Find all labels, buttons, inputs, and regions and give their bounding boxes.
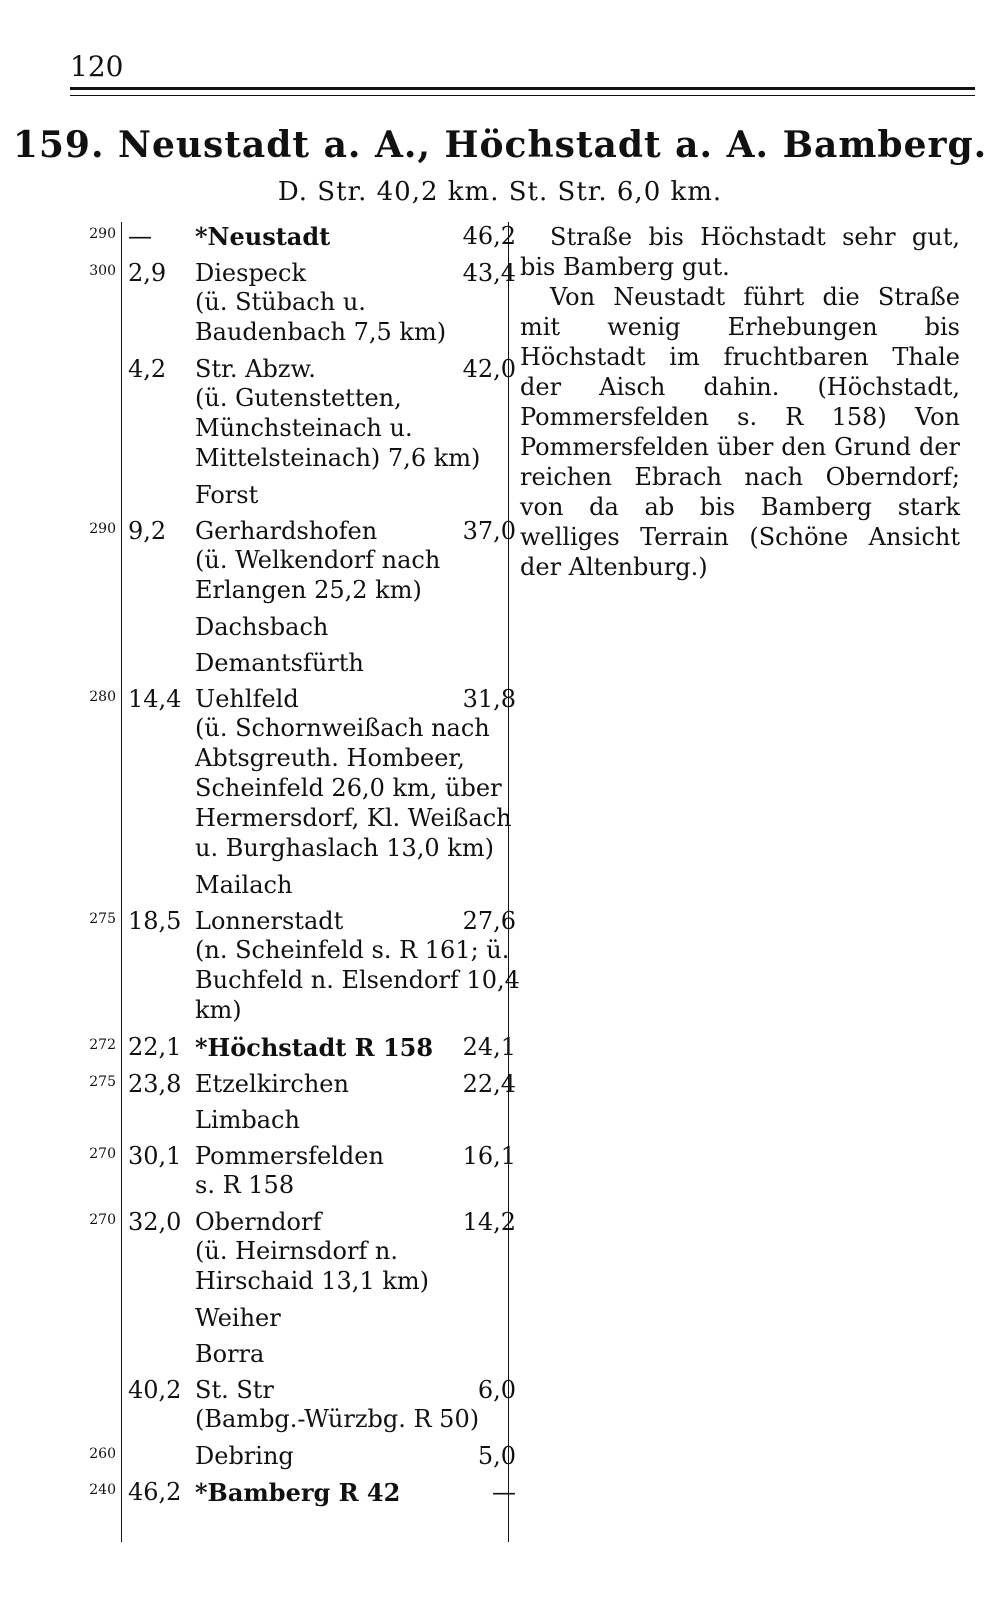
place-name: *Höchstadt R 158	[195, 1033, 434, 1062]
distance-from-start: 18,5	[128, 907, 182, 935]
place-line	[195, 222, 520, 251]
place-name: Diespeck	[195, 259, 306, 287]
elevation-value: 260	[89, 1446, 116, 1462]
route-row	[60, 1106, 520, 1134]
place-name: Limbach	[195, 1106, 300, 1134]
place-line	[195, 481, 520, 509]
place-name: Debring	[195, 1442, 294, 1470]
place-name: Forst	[195, 481, 259, 509]
description-paragraph: Straße bis Höchstadt sehr gut, bis Bamberg gut.	[520, 223, 960, 281]
place-line	[195, 613, 520, 641]
place-line	[195, 355, 520, 383]
distance-from-start: —	[128, 222, 152, 250]
place-line	[195, 871, 520, 899]
route-row	[60, 685, 520, 863]
place-line	[195, 1376, 520, 1404]
place-name: Uehlfeld	[195, 685, 299, 713]
distance-remaining: 37,0	[462, 517, 516, 545]
distance-from-start: 2,9	[128, 259, 167, 287]
elevation-value: 275	[89, 911, 116, 927]
distance-remaining: 22,4	[462, 1070, 516, 1098]
distance-from-start: 46,2	[128, 1478, 182, 1506]
page-title: 159. Neustadt a. A., Höchstadt a. A. Bamberg.	[12, 124, 988, 166]
route-description	[520, 222, 960, 582]
route-table	[60, 222, 520, 1515]
distance-remaining: 5,0	[477, 1442, 516, 1470]
elevation-value: 272	[89, 1037, 116, 1053]
elevation-value: 275	[89, 1074, 116, 1090]
route-row	[60, 1478, 520, 1507]
route-row	[60, 259, 520, 347]
place-note: (ü. Gutenstetten, Münchsteinach u. Mittelsteinach) 7,6 km)	[195, 384, 481, 472]
distance-remaining: 24,1	[462, 1033, 516, 1061]
header-rule-thick	[70, 87, 975, 90]
distance-from-start: 23,8	[128, 1070, 182, 1098]
distance-remaining: 46,2	[462, 222, 516, 250]
route-row	[60, 871, 520, 899]
place-line	[195, 1106, 520, 1134]
route-row	[60, 1070, 520, 1098]
route-row	[60, 1340, 520, 1368]
place-note: (ü. Heirnsdorf n. Hirschaid 13,1 km)	[195, 1237, 429, 1295]
page-number: 120	[70, 50, 124, 83]
place-note: (n. Scheinfeld s. R 161; ü. Buchfeld n. Elsendorf 10,4 km)	[195, 936, 520, 1024]
route-row	[60, 355, 520, 473]
place-line	[195, 1442, 520, 1470]
distance-from-start: 9,2	[128, 517, 167, 545]
elevation-value: 270	[89, 1146, 116, 1162]
distance-from-start: 32,0	[128, 1208, 182, 1236]
place-line	[195, 1478, 520, 1507]
distance-remaining: 14,2	[462, 1208, 516, 1236]
elevation-value: 280	[89, 689, 116, 705]
place-note: (Bambg.-Würzbg. R 50)	[195, 1405, 480, 1433]
route-row	[60, 649, 520, 677]
place-name: Borra	[195, 1340, 265, 1368]
place-name: Demantsfürth	[195, 649, 364, 677]
place-name: Dachsbach	[195, 613, 329, 641]
route-row	[60, 1442, 520, 1470]
distance-from-start: 22,1	[128, 1033, 182, 1061]
route-row	[60, 1142, 520, 1200]
route-row	[60, 1033, 520, 1062]
distance-remaining: —	[492, 1478, 516, 1506]
route-row	[60, 517, 520, 605]
place-line	[195, 907, 520, 935]
place-line	[195, 259, 520, 287]
description-paragraph: Von Neustadt führt die Straße mit wenig Erhebungen bis Höchstadt im fruchtbaren Thale der Aisch dahin. (Höchstadt, Pommersfelden s. R 158) Von Pommersfelden über den Grund der reichen Ebrach nach Oberndorf; von da ab bis Bamberg stark welliges Terrain (Schöne Ansicht der Altenburg.)	[520, 283, 960, 581]
distance-from-start: 40,2	[128, 1376, 182, 1404]
place-name: Oberndorf	[195, 1208, 322, 1236]
elevation-value: 290	[89, 226, 116, 242]
place-name: *Bamberg R 42	[195, 1478, 401, 1507]
place-line	[195, 685, 520, 713]
place-line	[195, 1070, 520, 1098]
place-name: Weiher	[195, 1304, 281, 1332]
place-note: s. R 158	[195, 1171, 295, 1199]
elevation-value: 270	[89, 1212, 116, 1228]
place-note: (ü. Stübach u. Baudenbach 7,5 km)	[195, 288, 447, 346]
place-line	[195, 1208, 520, 1236]
distance-from-start: 14,4	[128, 685, 182, 713]
elevation-value: 300	[89, 263, 116, 279]
distance-remaining: 6,0	[477, 1376, 516, 1404]
place-line	[195, 649, 520, 677]
place-note: (ü. Welkendorf nach Erlangen 25,2 km)	[195, 546, 441, 604]
distance-from-start: 4,2	[128, 355, 167, 383]
elevation-value: 290	[89, 521, 116, 537]
route-row	[60, 907, 520, 1025]
distance-remaining: 42,0	[462, 355, 516, 383]
distance-remaining: 16,1	[462, 1142, 516, 1170]
place-line	[195, 1340, 520, 1368]
place-name: Pommersfelden	[195, 1142, 384, 1170]
place-line	[195, 1142, 520, 1170]
elevation-value: 240	[89, 1482, 116, 1498]
distance-remaining: 31,8	[462, 685, 516, 713]
route-row	[60, 1376, 520, 1434]
route-row	[60, 222, 520, 251]
place-note: (ü. Schornweißach nach Abtsgreuth. Hombeer, Scheinfeld 26,0 km, über Hermersdorf, Kl. Weißach u. Burghaslach 13,0 km)	[195, 714, 512, 862]
place-name: Str. Abzw.	[195, 355, 316, 383]
place-name: Gerhardshofen	[195, 517, 378, 545]
place-name: *Neustadt	[195, 222, 331, 251]
distance-remaining: 43,4	[462, 259, 516, 287]
route-row	[60, 1208, 520, 1296]
place-name: Etzelkirchen	[195, 1070, 349, 1098]
route-row	[60, 1304, 520, 1332]
place-name: Mailach	[195, 871, 293, 899]
header-rule-thin	[70, 95, 975, 96]
distance-remaining: 27,6	[462, 907, 516, 935]
place-name: St. Str	[195, 1376, 274, 1404]
route-row	[60, 613, 520, 641]
page-subtitle: D. Str. 40,2 km. St. Str. 6,0 km.	[277, 177, 723, 207]
place-name: Lonnerstadt	[195, 907, 344, 935]
place-line	[195, 517, 520, 545]
distance-from-start: 30,1	[128, 1142, 182, 1170]
route-row	[60, 481, 520, 509]
place-line	[195, 1033, 520, 1062]
place-line	[195, 1304, 520, 1332]
